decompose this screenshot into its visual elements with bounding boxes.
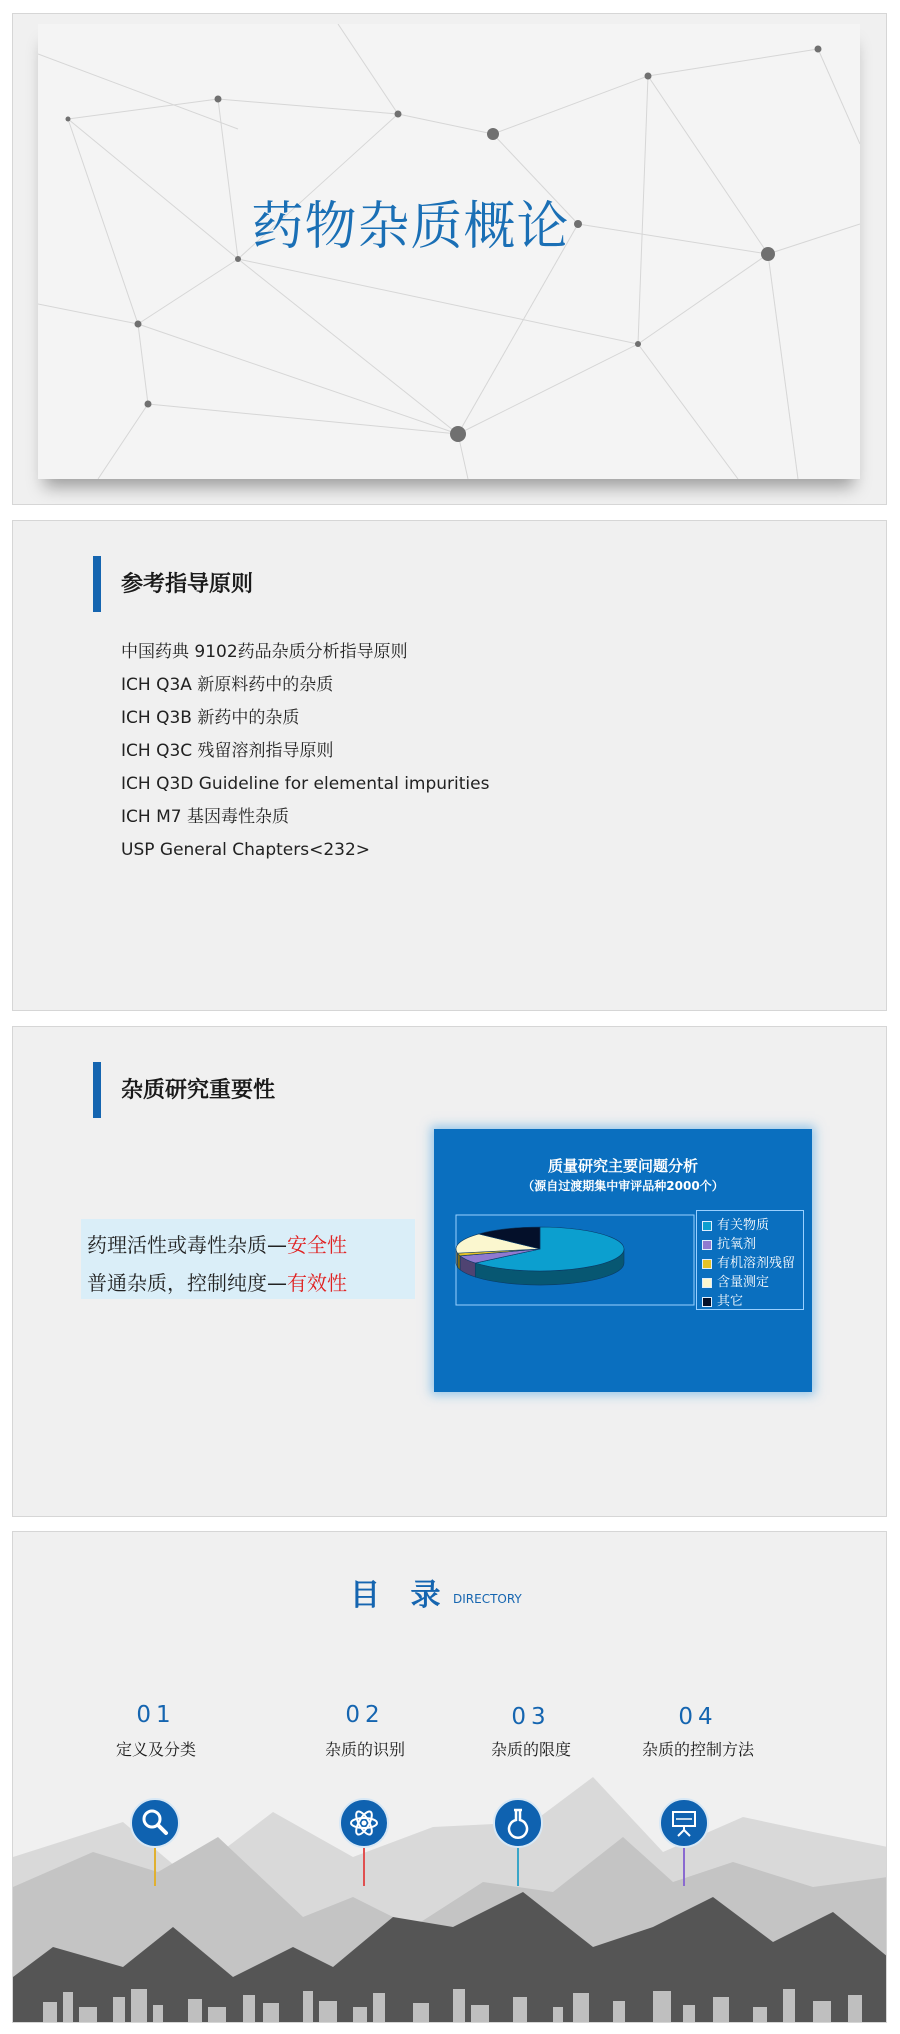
legend-swatch [702,1240,712,1250]
safety-highlight: 安全性 [287,1233,347,1257]
legend-label: 含量测定 [717,1275,770,1290]
legend-item [702,1290,743,1308]
presentation-title: 药物杂质概论 [251,197,570,257]
directory-number: 02 [345,1702,385,1728]
legend-swatch [702,1259,712,1269]
presentation-board-icon [661,1800,707,1846]
section-1-button[interactable] [130,1798,180,1848]
directory-number: 03 [511,1704,551,1730]
safety-line [87,1229,347,1258]
directory-number: 01 [136,1702,176,1728]
chart-title: 质量研究主要问题分析 [547,1157,698,1175]
legend-swatch [702,1278,712,1288]
legend-label: 其它 [717,1294,744,1309]
list-item: ICH Q3C 残留溶剂指导原则 [121,741,334,761]
importance-heading: 杂质研究重要性 [121,1078,276,1103]
legend-label: 有关物质 [717,1218,770,1233]
references-slide [12,520,887,1011]
efficacy-line-text: 普通杂质，控制纯度— [87,1271,287,1295]
directory-slide [12,1531,887,2023]
importance-slide [12,1026,887,1517]
legend-label: 抗氧剂 [717,1237,757,1252]
legend-swatch [702,1221,712,1231]
legend-label: 有机溶剂残留 [717,1256,796,1271]
pie-chart [434,1129,812,1392]
legend-item [702,1252,795,1270]
efficacy-highlight: 有效性 [287,1271,347,1295]
list-item: ICH M7 基因毒性杂质 [121,807,289,827]
connector-line [363,1844,365,1886]
section-4-button[interactable] [659,1798,709,1848]
importance-note [81,1219,415,1299]
magnifier-icon [132,1800,178,1846]
title-slide [12,13,887,505]
title-card [38,24,860,479]
list-item: USP General Chapters<232> [121,840,371,860]
legend-item [702,1214,769,1232]
list-item: ICH Q3A 新原料药中的杂质 [121,675,334,695]
list-item: ICH Q3D Guideline for elemental impurities [121,774,490,794]
connector-line [683,1844,685,1886]
heading-accent-bar [93,1062,101,1118]
directory-subtitle: DIRECTORY [453,1592,522,1606]
list-item: ICH Q3B 新药中的杂质 [121,708,300,728]
efficacy-line [87,1267,347,1296]
safety-line-text: 药理活性或毒性杂质— [87,1233,287,1257]
flask-icon [495,1800,541,1846]
references-list [121,636,489,867]
directory-item-label[interactable]: 杂质的限度 [490,1740,571,1759]
legend-swatch [702,1297,712,1307]
directory-item-label[interactable]: 杂质的控制方法 [641,1740,754,1759]
section-3-button[interactable] [493,1798,543,1848]
references-heading: 参考指导原则 [121,572,254,597]
list-item: 中国药典 9102药品杂质分析指导原则 [121,642,408,662]
legend-item [702,1233,756,1251]
heading-accent-bar [93,556,101,612]
connector-line [154,1844,156,1886]
legend-item [702,1271,769,1289]
chart-subtitle: （源自过渡期集中审评品种2000个） [522,1179,724,1193]
directory-item-label[interactable]: 定义及分类 [115,1740,196,1759]
directory-number: 04 [678,1704,718,1730]
atom-icon [341,1800,387,1846]
directory-item-label[interactable]: 杂质的识别 [324,1740,405,1759]
directory-title: 目 录 [350,1578,451,1613]
connector-line [517,1844,519,1886]
chart-legend [696,1210,804,1310]
section-2-button[interactable] [339,1798,389,1848]
